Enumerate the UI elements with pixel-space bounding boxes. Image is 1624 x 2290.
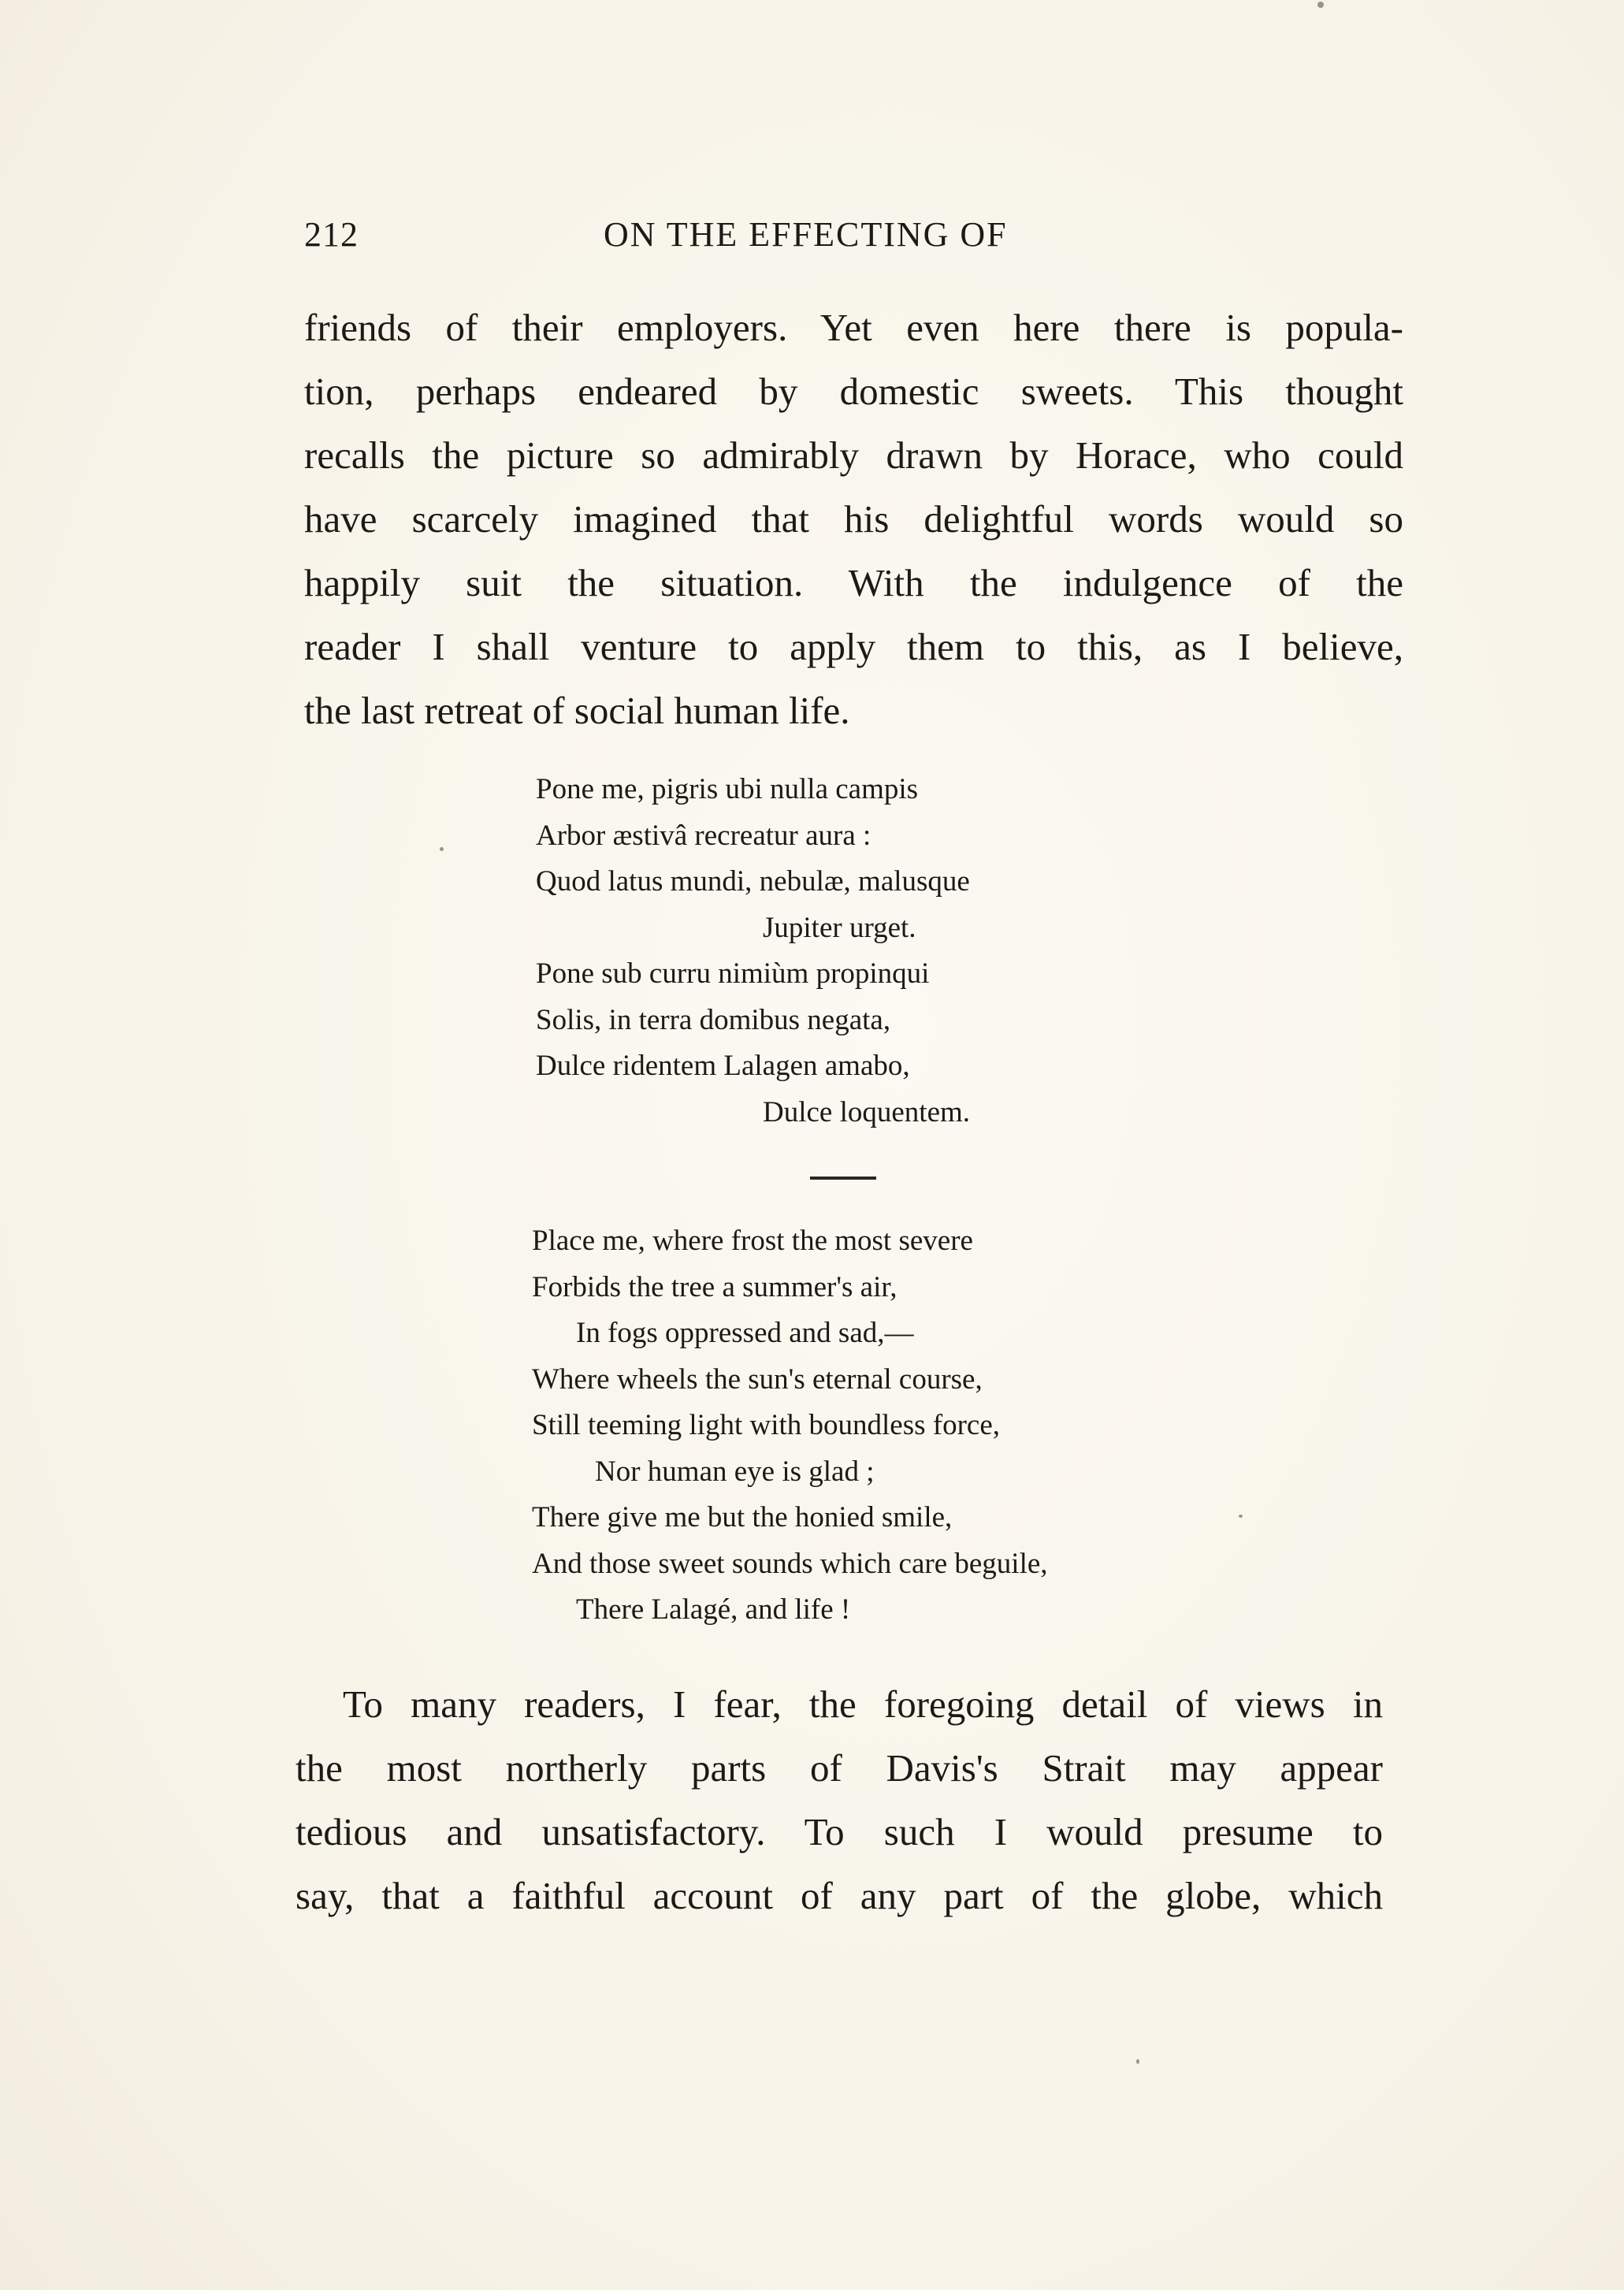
text-line: happily suit the situation. With the indulgence of the <box>304 561 1403 604</box>
latin-verse-block <box>536 767 970 1136</box>
verse-line: Forbids the tree a summer's air, <box>532 1270 897 1303</box>
verse-line: Pone sub curru nimiùm propinqui <box>536 957 930 990</box>
text-line: friends of their employers. Yet even here there is popula- <box>304 306 1403 349</box>
text-line: tedious and unsatisfactory. To such I would presume to <box>295 1810 1383 1853</box>
verse-line: Dulce loquentem. <box>763 1095 971 1128</box>
paper-speck <box>1239 1515 1243 1518</box>
paper-speck <box>1136 2059 1139 2064</box>
section-divider <box>810 1177 876 1180</box>
body-paragraph-bottom <box>295 1672 1383 1928</box>
verse-line: There give me but the honied smile, <box>532 1501 953 1533</box>
body-paragraph-top <box>304 296 1403 742</box>
verse-line: Quod latus mundi, nebulæ, malusque <box>536 865 970 898</box>
text-line: reader I shall venture to apply them to this, as I believe, <box>304 625 1403 668</box>
paper-speck <box>1317 2 1324 8</box>
verse-line: Pone me, pigris ubi nulla campis <box>536 773 919 805</box>
text-line: To many readers, I fear, the foregoing detail of views in <box>343 1682 1383 1726</box>
verse-line: Solis, in terra domibus negata, <box>536 1003 891 1036</box>
verse-line: There Lalagé, and life ! <box>576 1593 851 1626</box>
english-verse-block <box>532 1218 1048 1634</box>
running-head: ON THE EFFECTING OF <box>604 215 1008 254</box>
verse-line: Where wheels the sun's eternal course, <box>532 1362 983 1396</box>
verse-line: Jupiter urget. <box>763 911 916 944</box>
text-line: say, that a faithful account of any part of the globe, which <box>295 1874 1383 1917</box>
page-header <box>304 214 1407 262</box>
verse-line: In fogs oppressed and sad,— <box>576 1317 914 1349</box>
text-line: recalls the picture so admirably drawn by Horace, who could <box>304 433 1403 477</box>
verse-line: And those sweet sounds which care beguile, <box>532 1547 1048 1580</box>
page-number: 212 <box>304 215 359 254</box>
verse-line: Nor human eye is glad ; <box>595 1455 875 1488</box>
verse-line: Arbor æstivâ recreatur aura : <box>536 819 871 852</box>
text-line: have scarcely imagined that his delightful words would so <box>304 497 1403 541</box>
verse-line: Still teeming light with boundless force, <box>532 1409 1000 1441</box>
text-line: tion, perhaps endeared by domestic sweets. This thought <box>304 370 1403 413</box>
text-line: the most northerly parts of Davis's Strait may appear <box>295 1746 1383 1790</box>
verse-line: Dulce ridentem Lalagen amabo, <box>536 1050 910 1082</box>
text-line: the last retreat of social human life. <box>304 689 850 732</box>
verse-line: Place me, where frost the most severe <box>532 1225 973 1257</box>
paper-speck <box>440 847 444 851</box>
